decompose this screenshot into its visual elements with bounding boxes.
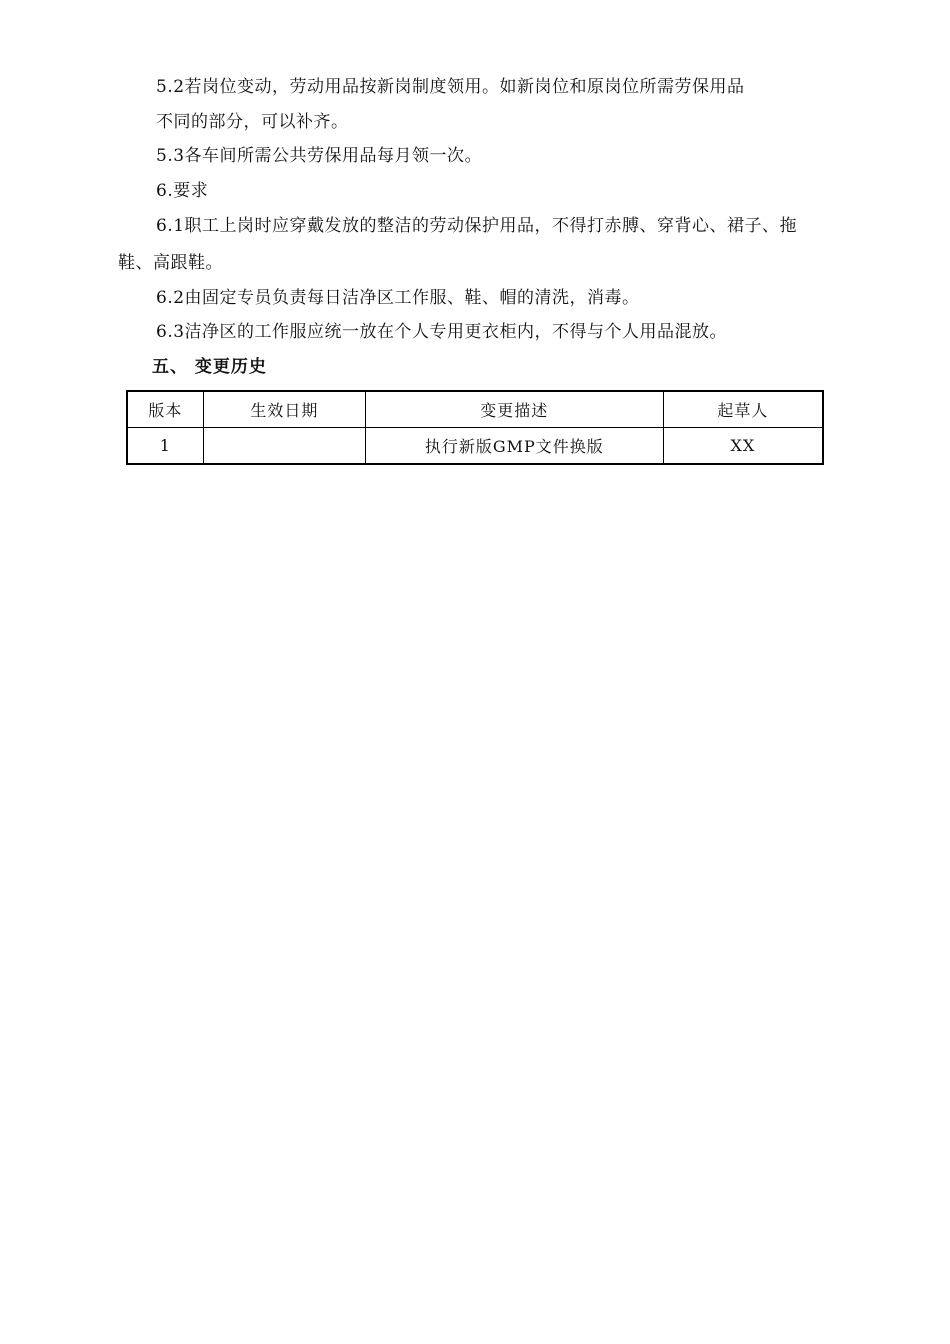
table-row — [127, 427, 823, 464]
header-version: 版本 — [127, 391, 203, 427]
paragraph-5-3: 5.3各车间所需公共劳保用品每月领一次。 — [156, 146, 483, 166]
header-drafter: 起草人 — [663, 391, 823, 427]
cell-version: 1 — [127, 427, 203, 464]
section-title-change-history: 五、 变更历史 — [152, 357, 267, 377]
table-header-row — [127, 391, 823, 427]
paragraph-6-1-line-2: 鞋、高跟鞋。 — [118, 253, 223, 273]
change-history-table — [126, 390, 824, 465]
paragraph-6-heading: 6.要求 — [156, 181, 209, 201]
cell-effective-date — [203, 427, 365, 464]
paragraph-5-2-line-2: 不同的部分，可以补齐。 — [156, 112, 349, 132]
paragraph-6-2: 6.2由固定专员负责每日洁净区工作服、鞋、帽的清洗，消毒。 — [156, 288, 640, 308]
paragraph-6-1-line-1: 6.1职工上岗时应穿戴发放的整洁的劳动保护用品，不得打赤膊、穿背心、裙子、拖 — [156, 216, 798, 236]
cell-change-description: 执行新版GMP文件换版 — [365, 427, 663, 464]
paragraph-6-3: 6.3洁净区的工作服应统一放在个人专用更衣柜内，不得与个人用品混放。 — [156, 322, 728, 342]
header-change-description: 变更描述 — [365, 391, 663, 427]
header-effective-date: 生效日期 — [203, 391, 365, 427]
paragraph-5-2-line-1: 5.2若岗位变动，劳动用品按新岗制度领用。如新岗位和原岗位所需劳保用品 — [156, 77, 745, 97]
cell-drafter: XX — [663, 427, 823, 464]
